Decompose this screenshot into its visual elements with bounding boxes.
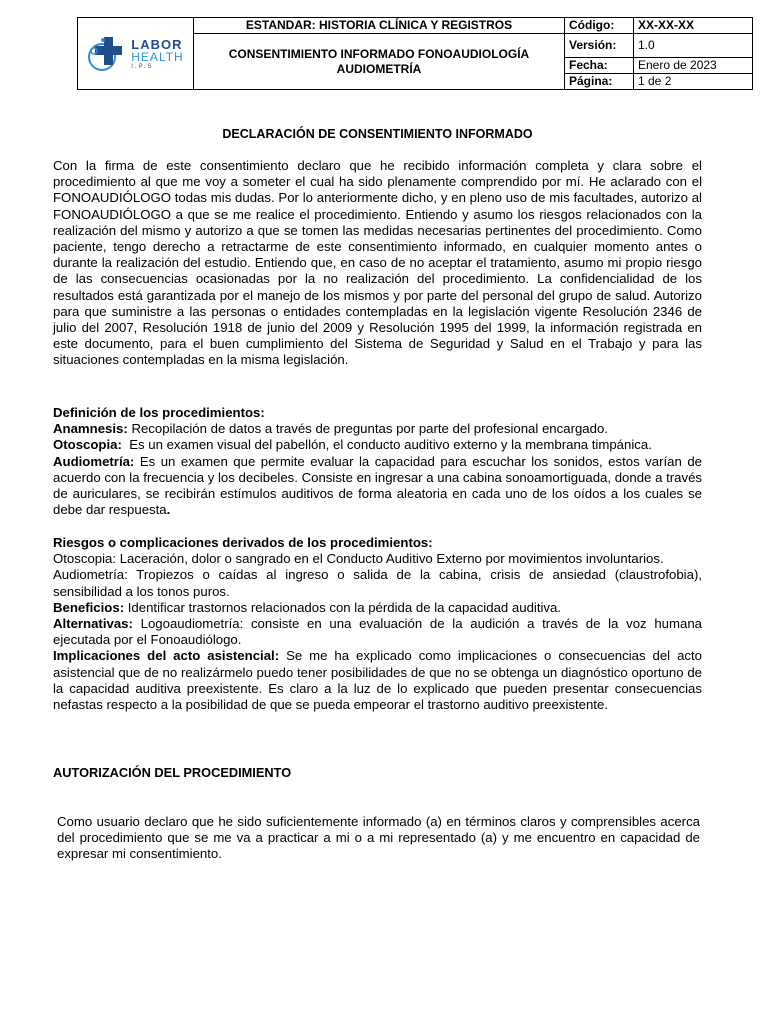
authorization-section (57, 814, 700, 863)
document-name: CONSENTIMIENTO INFORMADO FONOAUDIOLOGÍA AUDIOMETRÍA (194, 34, 565, 90)
field-value-version: 1.0 (634, 34, 753, 57)
alternatives-label: Alternativas: (53, 616, 133, 632)
field-label-code: Código: (565, 18, 634, 34)
audiometria-label: Audiometría: (53, 453, 135, 469)
logo-brand-sub: I.P.S (131, 63, 154, 70)
labor-health-logo (78, 19, 193, 89)
benefits-text: Identificar trastornos relacionados con la pérdida de la capacidad auditiva. (127, 599, 562, 615)
anamnesis-label: Anamnesis: (53, 421, 128, 437)
definition-otoscopia (53, 437, 702, 453)
intro-paragraph (53, 158, 702, 369)
field-value-page: 1 de 2 (634, 73, 753, 89)
intro-text: Con la firma de este consentimiento declaro que he recibido información completa y clara sobre el procedimiento al que me voy a someter el cual ha sido plenamente comprendido por mí. He aclarado con el FONOAUDIÓLOGO todas mis dudas. Por lo anteriormente dicho, y en pleno uso de mis facultades, autorizo al FONOAUDIÓLOGO a que se me realice el procedimiento. Entiendo y asumo los riesgos relacionados con la realización del mismo y autorizo a que se tomen las medidas necesarias pertinentes del procedimiento. Como paciente, tengo derecho a retractarme de este consentimiento informado, en cualquier momento antes o durante la realización del estudio. Entiendo que, en caso de no aceptar el tratamiento, asumo mi propio riesgo de las consecuencias ocasionadas por la no realización del procedimiento. La confidencialidad de los resultados está garantizada por el manejo de los mismos y por parte del personal del grupo de salud. Autorizo para que suministre a las personas o entidades contempladas en la legislación vigente Resolución 2346 de julio del 2007, Resolución 1918 de junio del 2009 y Resolución 1995 del 1999, la información registrada en este documento, para el buen cumplimiento del Sistema de Seguridad y Salud en el Trabajo y para las situaciones contempladas en la misma legislación. (53, 158, 702, 368)
medical-cross-icon (87, 31, 127, 77)
implications (53, 648, 702, 713)
risk-audiometria: Audiometría: Tropiezos o caídas al ingreso o salida de la cabina, crisis de ansiedad (claustrofobia), sensibilidad a los tonos puros. (53, 567, 702, 599)
logo-brand-bottom: HEALTH (131, 49, 184, 64)
otoscopia-text: Es un examen visual del pabellón, el conducto auditivo externo y la membrana timpánica. (129, 437, 652, 453)
field-label-page: Página: (565, 73, 634, 89)
benefits-label: Beneficios: (53, 599, 125, 615)
field-value-date: Enero de 2023 (634, 57, 753, 73)
audiometria-end: . (166, 502, 171, 518)
field-label-version: Versión: (565, 34, 634, 57)
field-value-code: XX-XX-XX (634, 18, 753, 34)
logo-cell (78, 18, 194, 90)
otoscopia-label: Otoscopia: (53, 437, 122, 453)
logo-brand-top: LABOR (131, 36, 183, 52)
field-label-date: Fecha: (565, 57, 634, 73)
definition-anamnesis (53, 421, 702, 437)
implications-label: Implicaciones del acto asistencial: (53, 648, 280, 664)
definition-audiometria (53, 454, 702, 519)
definitions-heading: Definición de los procedimientos: (53, 405, 265, 420)
authorization-text: Como usuario declaro que he sido suficientemente informado (a) en términos claros y comprensibles acerca del procedimiento que se me va a practicar a mi o a mi representado (a) y me encuentro en capacidad de expresar mi consentimiento. (57, 814, 700, 862)
benefits (53, 600, 702, 616)
audiometria-text: Es un examen que permite evaluar la capacidad para escuchar los sonidos, estos varían de acuerdo con la frecuencia y los decibeles. Consiste en ingresar a una cabina sonoamortiguada, donde a través de auriculares, se recibirán estímulos auditivos de forma aleatoria en cada uno de los oídos a los cuales se debe dar respuesta (53, 453, 702, 518)
definitions-section (53, 405, 702, 518)
standard-title: ESTANDAR: HISTORIA CLÍNICA Y REGISTROS (194, 18, 565, 34)
anamnesis-text: Recopilación de datos a través de preguntas por parte del profesional encargado. (131, 421, 608, 437)
alternatives-text: Logoaudiometría: consiste en una evaluación de la audición a través de la voz humana ejecutada por el Fonoaudiólogo. (53, 616, 702, 648)
page-title: DECLARACIÓN DE CONSENTIMIENTO INFORMADO (222, 127, 533, 141)
document-header (77, 17, 753, 90)
risk-otoscopia: Otoscopia: Laceración, dolor o sangrado en el Conducto Auditivo Externo por movimientos involuntarios. (53, 551, 664, 567)
authorization-heading: AUTORIZACIÓN DEL PROCEDIMIENTO (53, 765, 292, 780)
implications-text: Se me ha explicado como implicaciones o consecuencias del acto asistencial que de no realizármelo puedo tener posibilidades de que no se obtenga un diagnóstico oportuno de la capacidad auditiva preexistente. Es claro a la luz de lo explicado que pueden presentar consecuencias nefastas respecto a la posibilidad de que se pueda empeorar el trastorno auditivo preexistente. (53, 648, 702, 713)
risks-heading: Riesgos o complicaciones derivados de los procedimientos: (53, 535, 433, 550)
alternatives (53, 616, 702, 648)
risks-section (53, 535, 702, 713)
